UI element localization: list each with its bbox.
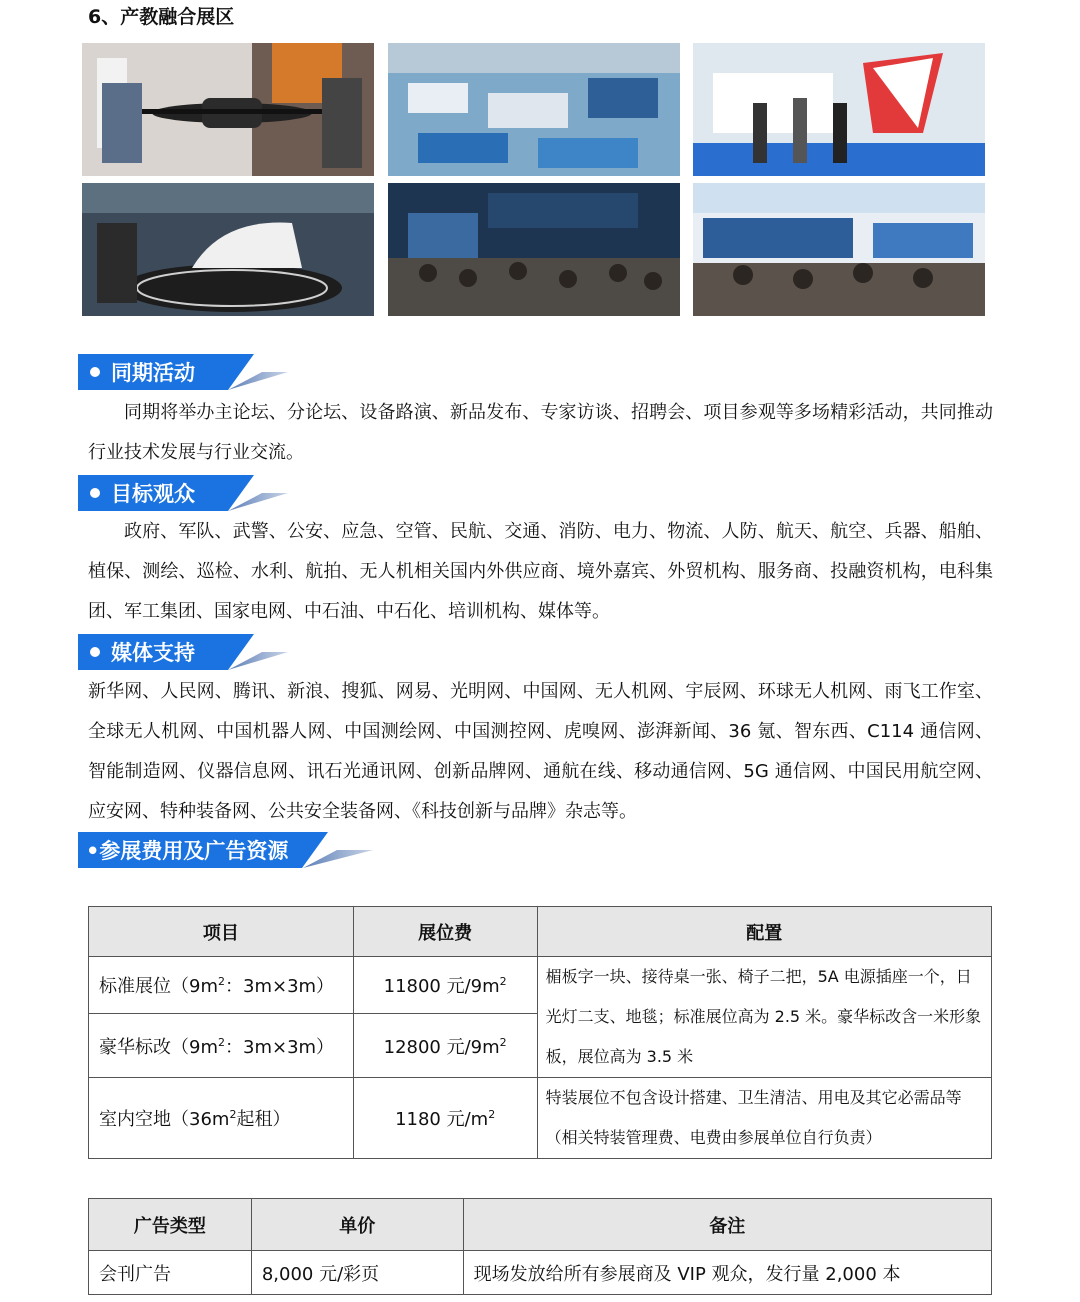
- audience-text: 政府、军队、武警、公安、应急、空管、民航、交通、消防、电力、物流、人防、航天、航空、兵器、船舶、植保、测绘、巡检、水利、航拍、无人机相关国内外供应商、境外嘉宾、外贸机构、服务商、投融资机构，电科集团、军工集团、国家电网、中石油、中石化、培训机构、媒体等。: [88, 521, 993, 622]
- section-heading: 6、产教融合展区: [88, 6, 235, 28]
- table-row: [89, 1251, 992, 1295]
- header-price: 单价: [251, 1199, 463, 1251]
- drone-exhibit-photo: [82, 43, 374, 176]
- media-title: 媒体支持: [111, 641, 195, 665]
- config-cell: 楣板字一块、接待桌一张、椅子二把，5A 电源插座一个，日光灯二支、地毯；标准展位高为 2.5 米。豪华标改含一米形象板，展位高为 3.5 米: [537, 957, 991, 1078]
- passenger-drone-photo: [82, 183, 374, 316]
- media-banner: [78, 634, 288, 670]
- tech-booth-crowd-photo: [693, 183, 985, 316]
- note-cell: 现场发放给所有参展商及 VIP 观众，发行量 2,000 本: [463, 1251, 991, 1295]
- booth-fee-table: [88, 906, 992, 1159]
- exhibition-hall-photo: [388, 43, 680, 176]
- audience-banner: [78, 475, 288, 511]
- activities-banner: [78, 354, 288, 390]
- config-cell: 特装展位不包含设计搭建、卫生清洁、用电及其它必需品等（相关特装管理费、电费由参展单位自行负责）: [537, 1078, 991, 1159]
- fee-cell: 1180 元$/m^2$: [353, 1078, 537, 1159]
- header-fee: 展位费: [353, 907, 537, 957]
- activities-text: 同期将举办主论坛、分论坛、设备路演、新品发布、专家访谈、招聘会、项目参观等多场精彩活动，共同推动行业技术发展与行业交流。: [88, 402, 993, 463]
- fee-cell: 11800 元$/9m^2$: [353, 957, 537, 1014]
- media-text: 新华网、人民网、腾讯、新浪、搜狐、网易、光明网、中国网、无人机网、宇辰网、环球无人机网、雨飞工作室、全球无人机网、中国机器人网、中国测绘网、中国测控网、虎嗅网、澎湃新闻、36 氪、智东西、C114 通信网、智能制造网、仪器信息网、讯石光通讯网、创新品牌网、通航在线、移动通信网、5G 通信网、中国民用航空网、应安网、特种装备网、公共安全装备网、《科技创新与品牌》杂志等。: [88, 681, 993, 822]
- audience-title: 目标观众: [111, 482, 195, 506]
- ad-table: [88, 1198, 992, 1295]
- header-note: 备注: [463, 1199, 991, 1251]
- header-item: 项目: [89, 907, 354, 957]
- price-cell: 8,000 元/彩页: [251, 1251, 463, 1295]
- item-cell: 标准展位（$9m^2$：3m×3m）: [89, 957, 354, 1014]
- table-row: [89, 1078, 992, 1159]
- header-config: 配置: [537, 907, 991, 957]
- table-row: [89, 957, 992, 1014]
- fees-title: •参展费用及广告资源: [86, 839, 289, 863]
- item-cell: 室内空地（$36m^2$起租）: [89, 1078, 354, 1159]
- fee-cell: 12800 元$/9m^2$: [353, 1014, 537, 1078]
- ad-type-cell: 会刊广告: [89, 1251, 252, 1295]
- crowd-booth-photo: [388, 183, 680, 316]
- header-ad-type: 广告类型: [89, 1199, 252, 1251]
- activities-title: 同期活动: [111, 361, 195, 385]
- item-cell: 豪华标改（$9m^2$：3m×3m）: [89, 1014, 354, 1078]
- fees-banner: [78, 832, 373, 868]
- booth-visitors-photo: [693, 43, 985, 176]
